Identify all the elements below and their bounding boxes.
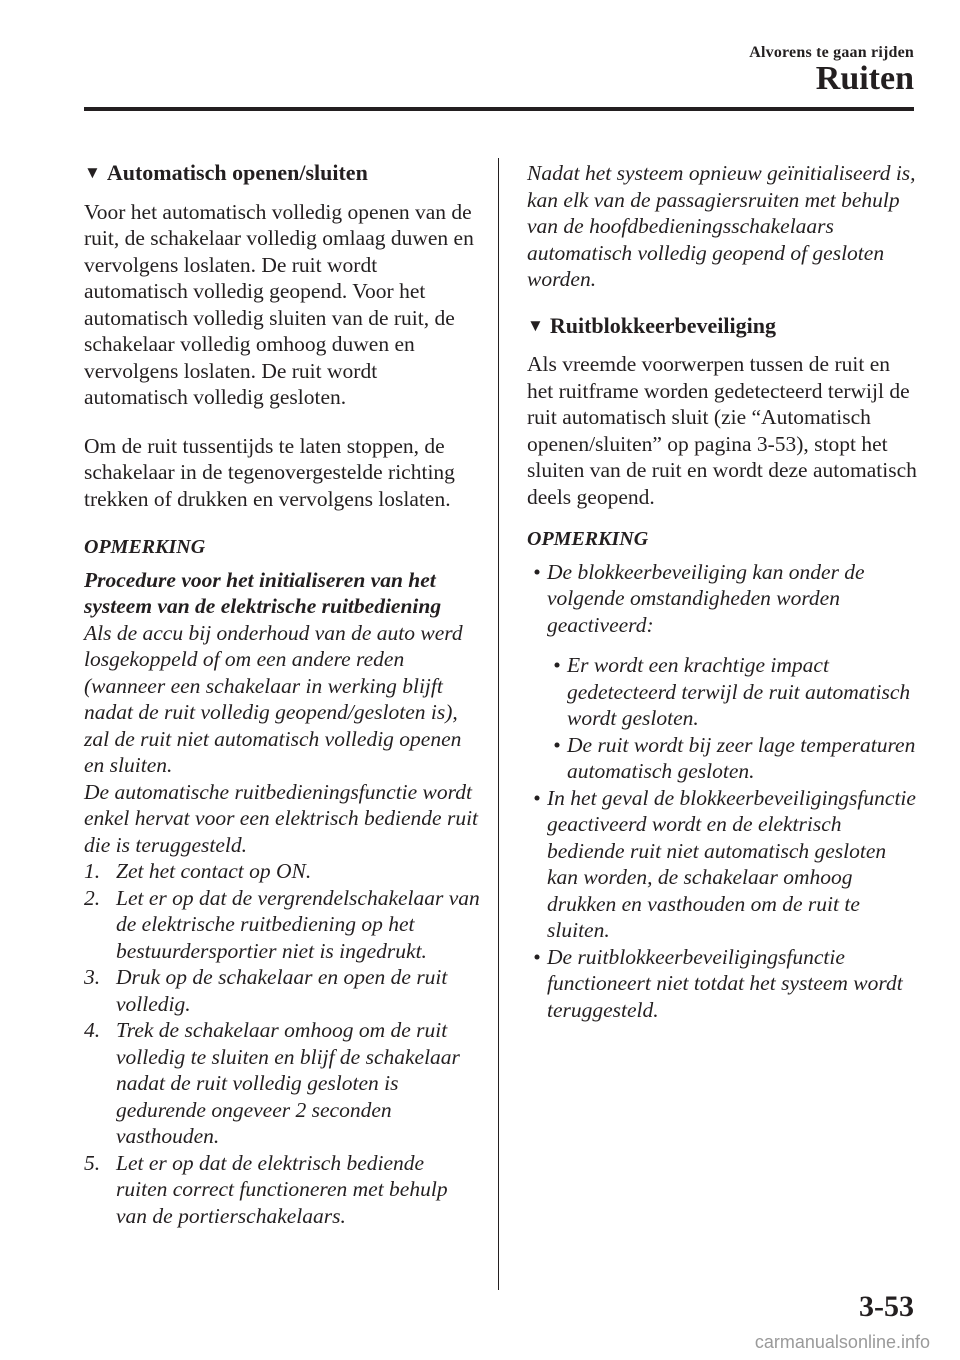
bullet-dot-icon: • (553, 732, 561, 757)
auto-para-1: Voor het automatisch volledig openen van de ruit, de schakelaar volledig omlaag duwen en vervolgens loslaten. De ruit wordt automatisch volledig geopend. Voor het automatisch volledig sluiten van de ruit, de schakelaar volledig omhoog duwen en vervolgens loslaten. De ruit wordt automatisch volledig gesloten. (84, 199, 474, 409)
note-label-left: OPMERKING (84, 536, 206, 558)
bullet-item (527, 559, 919, 785)
right-column (527, 160, 919, 1023)
step-num: 5. (84, 1150, 101, 1175)
left-column (84, 160, 480, 1229)
step-item (84, 885, 480, 965)
bullet-list (527, 559, 919, 1024)
sub-bullet-item (547, 652, 919, 732)
step-text: Let er op dat de elektrisch bediende ruiten correct functioneren met behulp van de portierschakelaars. (116, 1150, 448, 1228)
bullet-dot-icon: • (553, 653, 561, 677)
bullet-item (527, 785, 919, 944)
sub-bullet-item (547, 732, 919, 785)
section-heading-block-text: Ruitblokkeerbeveiliging (549, 312, 776, 338)
triangle-down-icon: ▼ (527, 315, 544, 335)
column-divider (498, 158, 499, 1290)
page-number: 3-53 (859, 1290, 914, 1323)
steps-list (84, 858, 480, 1229)
section-heading-auto (84, 160, 480, 187)
step-text: Trek de schakelaar omhoog om de ruit volledig te sluiten en blijf de schakelaar nadat de ruit volledig gesloten is gedurende ongeveer 2 seconden vasthouden. (116, 1018, 460, 1148)
bullet-dot-icon: • (533, 785, 541, 810)
step-text: Druk op de schakelaar en open de ruit volledig. (116, 965, 448, 1016)
block-para: Als vreemde voorwerpen tussen de ruit en het ruitframe worden gedetecteerd terwijl de ruit automatisch sluit (zie “Automatisch openen/sluiten” op pagina 3-53), stopt het sluiten van de ruit en wordt deze automatisch deels geopend. (527, 352, 917, 509)
reinit-para: Nadat het systeem opnieuw geïnitialiseerd is, kan elk van de passagiersruiten met behulp van de hoofdbedieningsschakelaars automatisch volledig geopend of gesloten worden. (527, 161, 916, 291)
section-heading-block (527, 313, 919, 340)
note-title: Procedure voor het initialiseren van het systeem van de elektrische ruitbediening (84, 567, 442, 618)
bullet-item (527, 944, 919, 1024)
step-text: Zet het contact op ON. (116, 859, 312, 883)
step-num: 4. (84, 1018, 101, 1042)
triangle-down-icon: ▼ (84, 163, 101, 182)
bullet-dot-icon: • (533, 944, 541, 969)
note-para-2: De automatische ruitbedieningsfunctie wordt enkel hervat voor een elektrisch bediende ruit die is teruggesteld. (84, 779, 479, 857)
bullet-text: In het geval de blokkeerbeveiligingsfunctie geactiveerd wordt en de elektrisch bediende ruit niet automatisch gesloten kan worden, de schakelaar omhoog drukken en vasthouden om de ruit te sluiten. (547, 785, 916, 942)
watermark[interactable]: carmanualsonline.info (754, 1332, 930, 1352)
sub-bullet-text: De ruit wordt bij zeer lage temperaturen automatisch gesloten. (567, 732, 916, 783)
bullet-text: De blokkeerbeveiliging kan onder de volgende omstandigheden worden geactiveerd: (547, 559, 865, 637)
bullet-text: De ruitblokkeerbeveiligingsfunctie functioneert niet totdat het systeem wordt teruggesteld. (547, 944, 903, 1022)
auto-para-2: Om de ruit tussentijds te laten stoppen, de schakelaar in de tegenovergestelde richting trekken of drukken en vervolgens loslaten. (84, 433, 455, 511)
note-label-right: OPMERKING (527, 528, 649, 550)
step-item (84, 1017, 480, 1150)
section-heading-auto-text: Automatisch openen/sluiten (106, 160, 368, 185)
sub-bullet-text: Er wordt een krachtige impact gedetecteerd terwijl de ruit automatisch wordt gesloten. (567, 653, 911, 730)
step-item (84, 1150, 480, 1230)
header-title: Ruiten (815, 60, 914, 97)
step-text: Let er op dat de vergrendelschakelaar van de elektrische ruitbediening op het bestuurdersportier niet is ingedrukt. (116, 885, 480, 963)
step-num: 1. (84, 859, 101, 883)
step-item (84, 964, 480, 1017)
header-chapter: Alvorens te gaan rijden (749, 44, 914, 61)
step-item (84, 858, 480, 885)
header-rule (84, 107, 914, 111)
bullet-dot-icon: • (533, 559, 541, 584)
note-para-1: Als de accu bij onderhoud van de auto werd losgekoppeld of om een andere reden (wanneer een schakelaar in werking blijft nadat de ruit volledig geopend/gesloten is), zal de ruit niet automatisch volledig openen en sluiten. (84, 620, 463, 777)
sub-bullet-list (527, 652, 919, 785)
step-num: 3. (84, 965, 101, 989)
step-num: 2. (84, 885, 101, 910)
